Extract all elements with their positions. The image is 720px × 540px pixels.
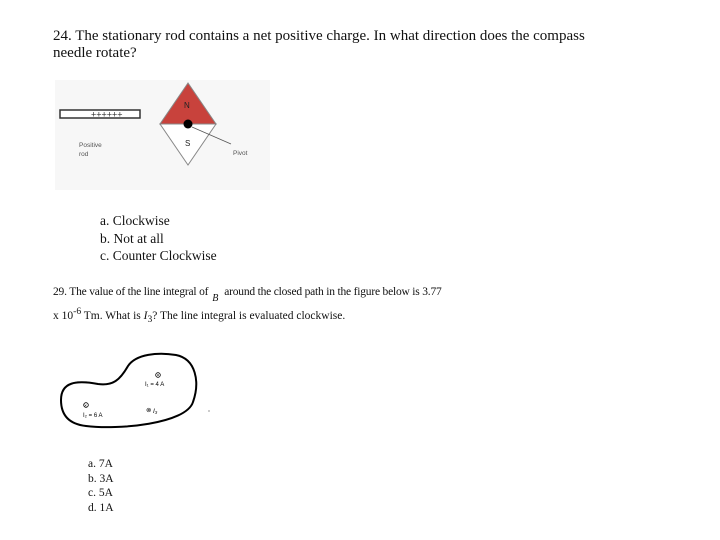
- i2-label: I₂ = 6 A: [83, 413, 103, 419]
- option-c[interactable]: c. Counter Clockwise: [100, 248, 217, 263]
- question-24-options: [100, 212, 217, 265]
- q29-prefix: x 10: [53, 309, 74, 322]
- rod-charge-signs: ++++++: [91, 109, 123, 120]
- compass-pivot-point: [184, 120, 193, 129]
- current-out-dot: [157, 374, 159, 376]
- closed-path-diagram: [58, 352, 218, 432]
- question-24-text: [53, 28, 653, 62]
- rod-label-line1: Positive: [79, 142, 102, 149]
- q29-option-a[interactable]: a. 7A: [88, 458, 113, 470]
- q29-text-before: 29. The value of the line integral of: [53, 286, 209, 298]
- q29-exponent: -6: [73, 306, 82, 317]
- q29-option-c[interactable]: c. 5A: [88, 487, 113, 499]
- q29-option-d[interactable]: d. 1A: [88, 501, 114, 514]
- question-29-options: [88, 457, 114, 515]
- stray-mark: [208, 410, 210, 412]
- q29-text-after: around the closed path in the figure below is 3.77: [224, 286, 442, 298]
- i1-label: I₁ = 4 A: [145, 382, 165, 388]
- rod-label-line2: rod: [79, 151, 89, 158]
- q29-option-b[interactable]: b. 3A: [88, 472, 114, 485]
- question-29-figure: [58, 352, 218, 432]
- question-24-figure: [55, 80, 270, 190]
- option-a[interactable]: a. Clockwise: [100, 213, 170, 228]
- question-24-line1: 24. The stationary rod contains a net positive charge. In what direction does the compass: [53, 28, 585, 44]
- compass-rod-diagram: [55, 80, 270, 190]
- compass-north-label: N: [184, 101, 190, 110]
- closed-path: [61, 354, 196, 427]
- pivot-label: Pivot: [233, 150, 248, 157]
- question-29-line1: [53, 286, 442, 304]
- compass-south-label: S: [185, 139, 191, 148]
- i3-label: I₃: [153, 408, 158, 415]
- i3-symbol: ⊗: [146, 407, 152, 414]
- q29-variable: I: [143, 309, 148, 322]
- question-24-line2: needle rotate?: [53, 45, 137, 61]
- vector-b-symbol: B: [212, 293, 219, 304]
- q29-variable-sub: 3: [147, 314, 153, 326]
- q29-rest: Tm. What is: [83, 309, 141, 322]
- cross-mark: ×: [84, 403, 87, 408]
- option-b[interactable]: b. Not at all: [100, 230, 164, 246]
- q29-end: ? The line integral is evaluated clockwise.: [152, 309, 346, 322]
- question-29-line2: [53, 306, 345, 325]
